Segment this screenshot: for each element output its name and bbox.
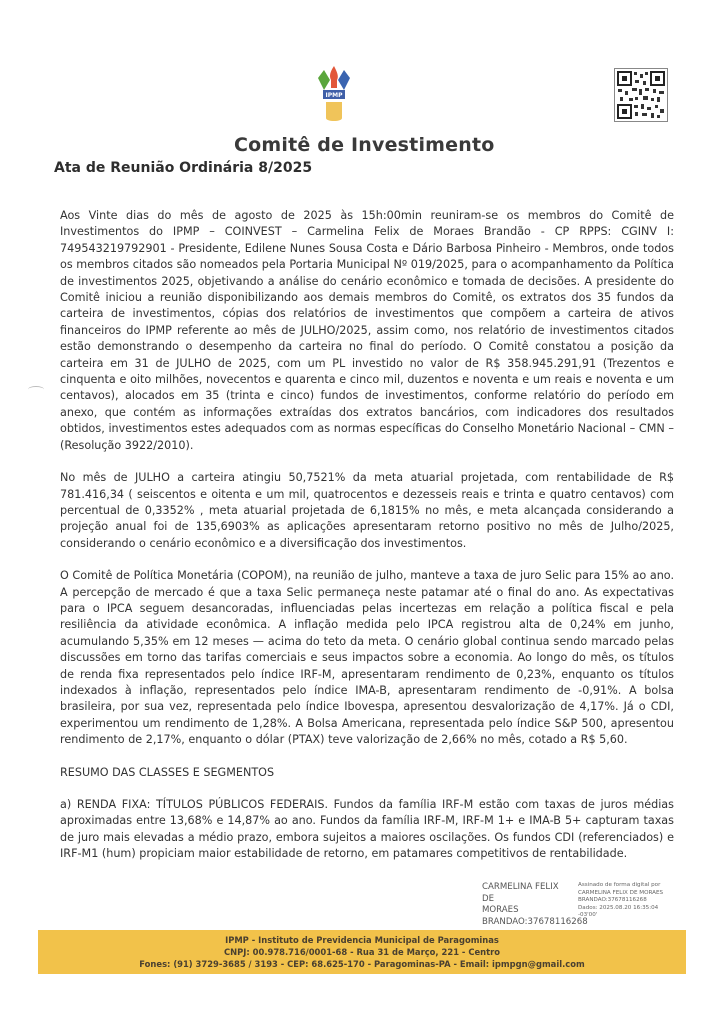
- qr-code-icon: [614, 68, 668, 122]
- signer-name-line: MORAES: [482, 905, 519, 915]
- footer-address: CNPJ: 00.978.716/0001-68 - Rua 31 de Março, 221 - Centro: [224, 947, 500, 957]
- footer-bar: [38, 930, 686, 974]
- digital-signature: [482, 882, 682, 930]
- signature-details: [578, 882, 688, 920]
- signature-detail-line: -03'00': [578, 912, 598, 919]
- signature-detail-line: BRANDAO:37678116268: [578, 897, 647, 904]
- logo-text: IPMP: [325, 92, 343, 99]
- signer-name-line: CARMELINA FELIX DE: [482, 882, 559, 904]
- paragraph-meeting-opening: Aos Vinte dias do mês de agosto de 2025 às 15h:00min reuniram-se os membros do Comitê de Investimentos do IPMP – COINVEST – Carmelina Felix de Moraes Brandão - CP RPPS: CGINV I: 749543219792901 - Presidente, Edilene Nunes Sousa Costa e Dário Barbosa Pinheiro - Membros, onde todos os membros citados são nomeados pela Portaria Municipal Nº 019/2025, para o acompanhamento da Política de investimentos 2025, objetivando a análise do cenário econômico e tomada de decisões. A presidente do Comitê iniciou a reunião disponibilizando aos demais membros do Comitê, os extratos dos 35 fundos da carteira de investimentos, cópias dos relatórios de investimentos que compõem a carteira de ativos financeiros do IPMP referente ao mês de JULHO/2025, assim como, nos relatório de investimentos citados estão demonstrando o desempenho da carteira no final do período. O Comitê constatou a posição da carteira em 31 de JULHO de 2025, com um PL investido no valor de R$ 358.945.291,91 (Trezentos e cinquenta e oito milhões, novecentos e quarenta e cinco mil, duzentos e noventa e um reais e noventa e um centavos), alocados em 35 (trinta e cinco) fundos de investimentos, conforme relatório do período em anexo, que contém as informações extraídas dos extratos bancários, com indicadores dos resultados obtidos, investimentos estes adequados com as normas específicas do Conselho Monetário Nacional – CMN – (Resolução 3922/2010).: [60, 209, 674, 452]
- footer-institution: IPMP - Instituto de Previdencia Municipal de Paragominas: [225, 935, 499, 945]
- signature-detail-line: CARMELINA FELIX DE MORAES: [578, 889, 664, 896]
- document-subtitle: Ata de Reunião Ordinária 8/2025: [54, 160, 313, 176]
- signature-detail-line: Assinado de forma digital por: [578, 882, 661, 888]
- document-body: [60, 208, 674, 879]
- paragraph-july-results: No mês de JULHO a carteira atingiu 50,7521% da meta atuarial projetada, com rentabilidade de R$ 781.416,34 ( seiscentos e oitenta e um mil, quatrocentos e dezesseis reais e trinta e quatro centavos) com percentual de 0,3352% , meta atuarial projetada de 6,1815% no mês, e meta alcançada considerando a projeção anual foi de 135,6903% as aplicações apresentaram retorno positivo no mês de Julho/2025, considerando o cenário econômico e a diversificação dos investimentos.: [60, 471, 674, 550]
- signature-detail-line: Dados: 2025.08.20 16:35:04: [578, 904, 659, 911]
- signer-name-line: BRANDAO:37678116268: [482, 916, 588, 927]
- scan-mark: [28, 386, 44, 393]
- document-title: Comitê de Investimento: [234, 134, 495, 156]
- section-heading: RESUMO DAS CLASSES E SEGMENTOS: [60, 765, 275, 779]
- ipmp-logo-icon: [316, 64, 352, 126]
- paragraph-market-scenario: O Comitê de Política Monetária (COPOM), na reunião de julho, manteve a taxa de juro Selic para 15% ao ano. A percepção de mercado é que a taxa Selic permaneça neste patamar até o final do ano. As expectativas para o IPCA seguem desancoradas, influenciadas pelas incertezas em relação a política fiscal e pela resiliência da atividade econômica. A inflação medida pelo IPCA registrou alta de 0,24% em junho, acumulando 5,35% em 12 meses — acima do teto da meta. O cenário global continua sendo marcado pelas discussões em torno das tarifas comerciais e seus impactos sobre a economia. Ao longo do mês, os títulos de renda fixa representados pelo índice IRF-M, apresentaram rendimento de 0,23%, enquanto os títulos indexados à inflação, representados pelo índice IMA-B, apresentaram rendimento de -0,91%. A bolsa brasileira, por sua vez, representada pelo índice Ibovespa, apresentou desvalorização de 4,17%. Já o CDI, experimentou um rendimento de 1,28%. A Bolsa Americana, representada pelo índice S&P 500, apresentou rendimento de 2,17%, enquanto o dólar (PTAX) teve valorização de 2,66% no mês, cotado a R$ 5,60.: [60, 569, 674, 747]
- paragraph-fixed-income: a) RENDA FIXA: TÍTULOS PÚBLICOS FEDERAIS. Fundos da família IRF-M estão com taxas de juros médias aproximadas entre 13,68% e 14,87% ao ano. Fundos da família IRF-M, IRF-M 1+ e IMA-B 5+ capturam taxas de juro mais elevadas a médio prazo, embora sujeitos a maiores oscilações. Os fundos CDI (referenciados) e IRF-M1 (hum) propiciam maior estabilidade de retorno, em patamares competitivos de rentabilidade.: [60, 798, 674, 861]
- footer-contact: Fones: (91) 3729-3685 / 3193 - CEP: 68.625-170 - Paragominas-PA - Email: ipmpgn@gmail.com: [139, 959, 585, 969]
